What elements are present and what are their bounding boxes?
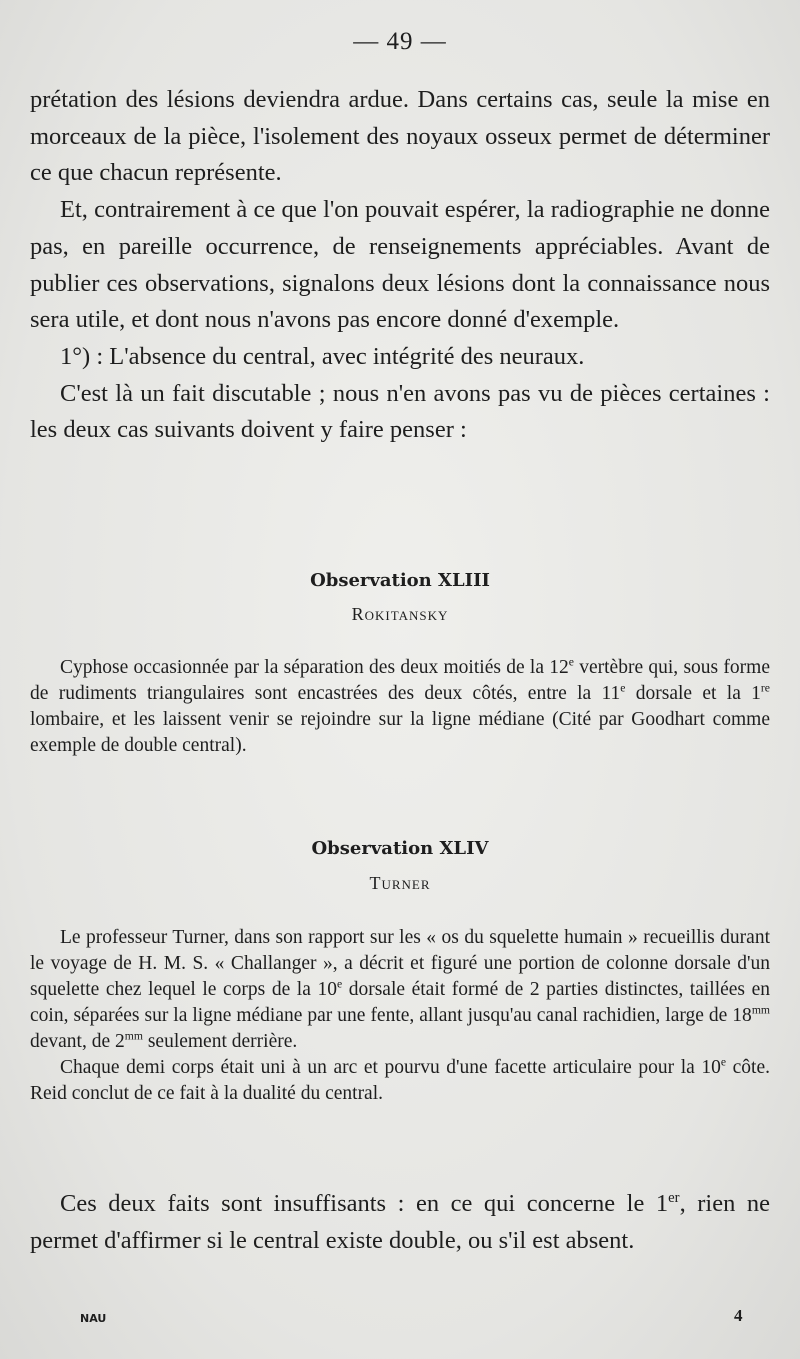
observation-text [30, 655, 770, 759]
intro-text [30, 82, 770, 449]
page-number: — 49 — [353, 28, 447, 55]
paragraph: Et, contrairement à ce que l'on pouvait espérer, la radiographie ne donne pas, en pareille occurrence, de renseignements appréciables. Avant de publier ces observations, signalons deux lésions dont la connaissance nous sera utile, et dont nous n'avons pas encore donné d'exemple. [30, 196, 770, 334]
paragraph: Le professeur Turner, dans son rapport sur les « os du squelette humain » recueillis durant le voyage de H. M. S. « Challanger », a décrit et figuré une portion de colonne dorsale d'un squelette chez lequel le corps de la 10e dorsale était formé de 2 parties distinctes, taillées en coin, séparées sur la ligne médiane par une fente, allant jusqu'au canal rachidien, large de $18^{mm}$ devant, de $2^{mm}$ seulement derrière. [30, 927, 770, 1052]
paragraph: prétation des lésions deviendra ardue. Dans certains cas, seule la mise en morceaux de la pièce, l'isolement des noyaux osseux permet de déterminer ce que chacun représente. [30, 86, 770, 187]
observation-title: Observation XLIV [311, 838, 489, 859]
closing-text [30, 1186, 770, 1259]
paragraph: Ces deux faits sont insuffisants : en ce qui concerne le 1er, rien ne permet d'affirmer si le central existe double, ou s'il est absent. [30, 1189, 770, 1254]
observation-text [30, 925, 770, 1107]
paragraph: C'est là un fait discutable ; nous n'en avons pas vu de pièces certaines : les deux cas suivants doivent y faire penser : [30, 379, 770, 444]
observation-author: Turner [369, 873, 431, 893]
observation-title: Observation XLIII [310, 570, 490, 591]
paragraph: 1°) : L'absence du central, avec intégrité des neuraux. [60, 342, 585, 370]
paragraph: Chaque demi corps était uni à un arc et pourvu d'une facette articulaire pour la 10e côte. Reid conclut de ce fait à la dualité du central. [30, 1055, 771, 1104]
footer-signature: NAU [80, 1312, 107, 1325]
observation-author: Rokitansky [351, 604, 449, 624]
footer-sheet-number: 4 [734, 1306, 743, 1325]
paragraph: Cyphose occasionnée par la séparation des deux moitiés de la 12e vertèbre qui, sous forme de rudiments triangulaires sont encastrées des deux côtés, entre la 11e dorsale et la 1re lombaire, et les laissent venir se rejoindre sur la ligne médiane (Cité par Goodhart comme exemple de double central). [30, 655, 770, 756]
